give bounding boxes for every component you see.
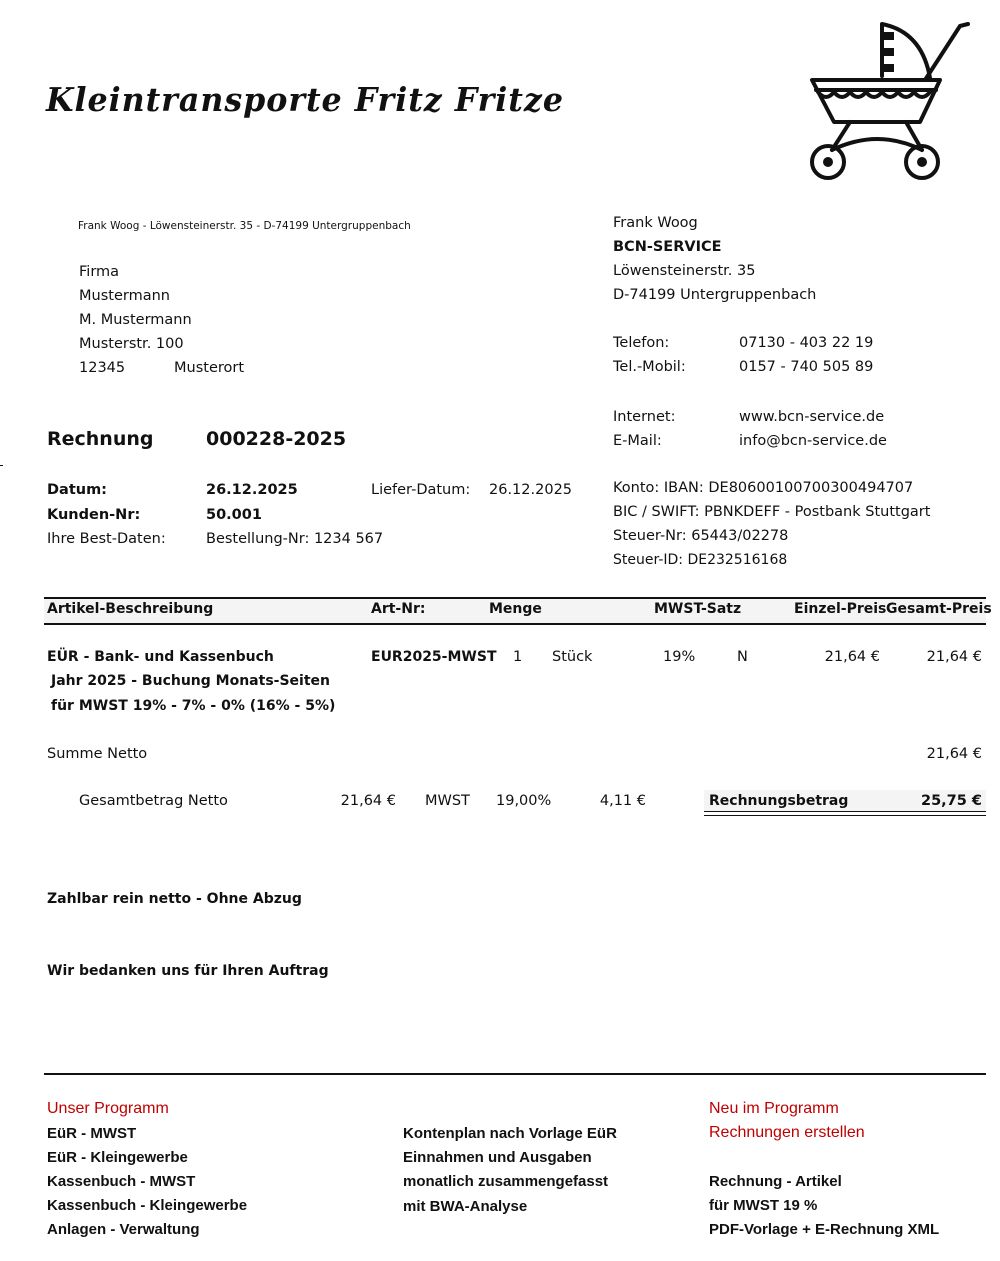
footer-col2-item: Einnahmen und Ausgaben xyxy=(403,1149,592,1166)
internet-value: www.bcn-service.de xyxy=(739,409,885,425)
recipient-line2: Mustermann xyxy=(79,288,170,304)
invoice-total-value: 25,75 € xyxy=(920,793,982,809)
internet-label: Internet: xyxy=(613,409,676,425)
sum-net-value: 21,64 € xyxy=(926,746,982,762)
item-description-line3: für MWST 19% - 7% - 0% (16% - 5%) xyxy=(51,698,336,714)
sum-net-label: Summe Netto xyxy=(47,746,148,762)
customer-number: 50.001 xyxy=(206,507,262,523)
footer-col1-item: Anlagen - Verwaltung xyxy=(47,1221,200,1238)
phone-value: 07130 - 403 22 19 xyxy=(739,335,874,351)
date-label: Datum: xyxy=(47,482,107,498)
recipient-line1: Firma xyxy=(79,264,120,280)
col-description: Artikel-Beschreibung xyxy=(47,601,214,617)
total-underline-2 xyxy=(704,815,986,816)
footer-col1-item: Kassenbuch - MWST xyxy=(47,1173,196,1190)
vat-label: MWST xyxy=(425,793,470,809)
item-quantity: 1 xyxy=(513,649,523,665)
footer-col3-subtitle: Rechnungen erstellen xyxy=(709,1124,865,1141)
invoice-title: Rechnung xyxy=(47,428,154,450)
total-underline-1 xyxy=(704,811,986,812)
footer-col3-item: Rechnung - Artikel xyxy=(709,1173,842,1190)
footer-col2-item: mit BWA-Analyse xyxy=(403,1198,528,1215)
email-label: E-Mail: xyxy=(613,433,662,449)
recipient-street: Musterstr. 100 xyxy=(79,336,184,352)
email-value: info@bcn-service.de xyxy=(739,433,887,449)
sender-line: Frank Woog - Löwensteinerstr. 35 - D-74199 Untergruppenbach xyxy=(78,220,411,232)
delivery-label: Liefer-Datum: xyxy=(371,482,471,498)
item-art-nr: EUR2025-MWST xyxy=(371,649,497,665)
footer-col1-item: EüR - Kleingewerbe xyxy=(47,1149,188,1166)
fold-mark xyxy=(0,465,3,466)
footer-divider xyxy=(44,1073,986,1075)
order-number: Bestellung-Nr: 1234 567 xyxy=(206,531,384,547)
tax-number: Steuer-Nr: 65443/02278 xyxy=(613,528,789,544)
footer-col1-item: EüR - MWST xyxy=(47,1125,137,1142)
recipient-city: Musterort xyxy=(174,360,245,376)
phone-label: Telefon: xyxy=(613,335,670,351)
footer-col3-item: PDF-Vorlage + E-Rechnung XML xyxy=(709,1221,940,1238)
bank-bic: BIC / SWIFT: PBNKDEFF - Postbank Stuttgart xyxy=(613,504,931,520)
thank-you-note: Wir bedanken uns für Ihren Auftrag xyxy=(47,963,329,979)
tax-id: Steuer-ID: DE232516168 xyxy=(613,552,788,568)
payment-terms: Zahlbar rein netto - Ohne Abzug xyxy=(47,891,302,907)
footer-col2-item: monatlich zusammengefasst xyxy=(403,1173,609,1190)
footer-col3-title: Neu im Programm xyxy=(709,1100,839,1117)
total-net-label: Gesamtbetrag Netto xyxy=(79,793,228,809)
item-description-line1: EÜR - Bank- und Kassenbuch xyxy=(47,649,274,665)
footer-col1-item: Kassenbuch - Kleingewerbe xyxy=(47,1197,248,1214)
col-unit-price: Einzel-Preis xyxy=(794,601,887,617)
mobile-label: Tel.-Mobil: xyxy=(613,359,686,375)
pram-icon xyxy=(800,18,980,190)
recipient-line3: M. Mustermann xyxy=(79,312,192,328)
invoice-total-label: Rechnungsbetrag xyxy=(709,793,849,809)
mobile-value: 0157 - 740 505 89 xyxy=(739,359,874,375)
delivery-date: 26.12.2025 xyxy=(489,482,573,498)
footer-col1-title: Unser Programm xyxy=(47,1100,169,1117)
item-total: 21,64 € xyxy=(926,649,982,665)
item-vat-flag: N xyxy=(737,649,748,665)
recipient-zip: 12345 xyxy=(79,360,126,376)
col-quantity: Menge xyxy=(489,601,542,617)
vat-amount: 4,11 € xyxy=(599,793,646,809)
seller-name: Frank Woog xyxy=(613,215,698,231)
invoice-number: 000228-2025 xyxy=(206,428,347,450)
col-total-price: Gesamt-Preis xyxy=(886,601,992,617)
footer-col3-item: für MWST 19 % xyxy=(709,1197,818,1214)
vat-rate: 19,00% xyxy=(496,793,552,809)
seller-city: D-74199 Untergruppenbach xyxy=(613,287,817,303)
seller-company: BCN-SERVICE xyxy=(613,239,722,255)
item-unit: Stück xyxy=(552,649,593,665)
seller-street: Löwensteinerstr. 35 xyxy=(613,263,756,279)
col-art-nr: Art-Nr: xyxy=(371,601,426,617)
date-value: 26.12.2025 xyxy=(206,482,298,498)
item-vat: 19% xyxy=(663,649,696,665)
company-name: Kleintransporte Fritz Fritze xyxy=(46,80,564,119)
item-unit-price: 21,64 € xyxy=(824,649,880,665)
total-net-value: 21,64 € xyxy=(340,793,396,809)
bank-account: Konto: IBAN: DE80600100700300494707 xyxy=(613,480,914,496)
customer-label: Kunden-Nr: xyxy=(47,507,141,523)
footer-col2-item: Kontenplan nach Vorlage EüR xyxy=(403,1125,617,1142)
order-label: Ihre Best-Daten: xyxy=(47,531,166,547)
item-description-line2: Jahr 2025 - Buchung Monats-Seiten xyxy=(51,673,330,689)
col-vat-rate: MWST-Satz xyxy=(654,601,742,617)
